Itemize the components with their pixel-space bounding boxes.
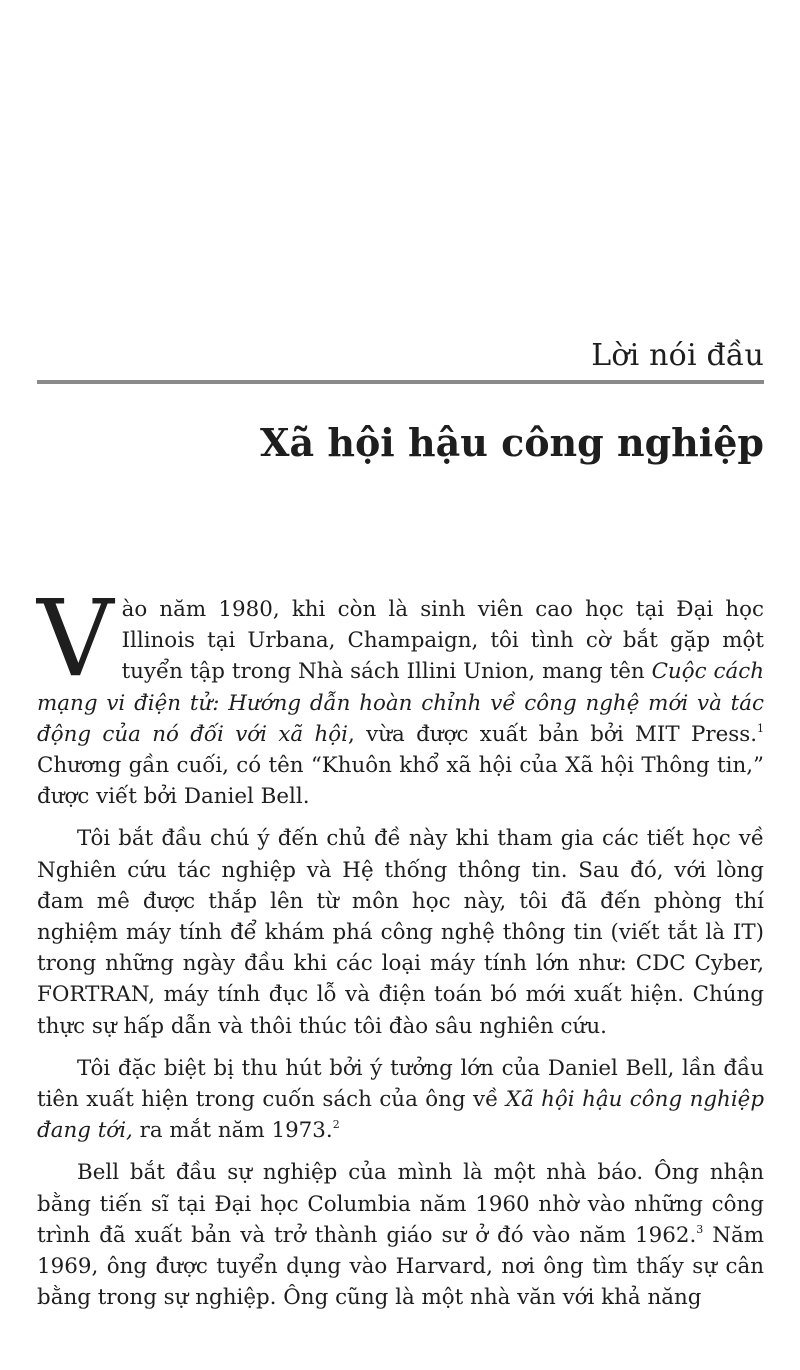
body-text [37,577,765,1324]
drop-cap: V [37,577,114,700]
paragraph-1-text-b: , vừa được xuất bản bởi MIT Press. [348,721,757,747]
header-rule [37,380,764,384]
paragraph-4-text-a: Bell bắt đầu sự nghiệp của mình là một nhà báo. Ông nhận bằng tiến sĩ tại Đại học Columbia năm 1960 nhờ vào những công trình đã xuất bản và trở thành giáo sư ở đó vào năm 1962. [37,1160,764,1248]
paragraph-3-text-a: Tôi đặc biệt bị thu hút bởi ý tưởng lớn của Daniel Bell, lần đầu tiên xuất hiện trong cuốn sách của ông về [37,1055,764,1113]
book-title-italic-2: Xã hội hậu công nghiệp đang tới, [37,1087,765,1144]
paragraph-1 [37,577,764,812]
book-title-italic: Cuộc cách mạng vi điện tử: Hướng dẫn hoàn chỉnh về công nghệ mới và tác động của nó đối với xã hội [37,659,764,747]
paragraph-4 [37,1157,764,1313]
paragraph-3 [37,1053,764,1147]
chapter-title: Xã hội hậu công nghiệp [259,420,764,465]
footnote-ref-2: 2 [332,1118,340,1132]
book-page [37,0,764,1370]
paragraph-3-text-b: ra mắt năm 1973. [132,1118,333,1144]
paragraph-1-text-c: Chương gần cuối, có tên “Khuôn khổ xã hội của Xã hội Thông tin,” được viết bởi Daniel Bell. [37,753,764,810]
section-label: Lời nói đầu [591,338,764,373]
paragraph-2: Tôi bắt đầu chú ý đến chủ đề này khi tham gia các tiết học về Nghiên cứu tác nghiệp và Hệ thống thông tin. Sau đó, với lòng đam mê được thắp lên từ môn học này, tôi đã đến phòng thí nghiệm máy tính để khám phá công nghệ thông tin (viết tắt là IT) trong những ngày đầu khi các loại máy tính lớn như: CDC Cyber, FORTRAN, máy tính đục lỗ và điện toán bó mới xuất hiện. Chúng thực sự hấp dẫn và thôi thúc tôi đào sâu nghiên cứu. [37,826,764,1039]
footnote-ref-3: 3 [696,1222,704,1236]
paragraph-4-text-b: Năm 1969, ông được tuyển dụng vào Harvard, nơi ông tìm thấy sự cân bằng trong sự nghiệp. Ông cũng là một nhà văn với khả năng [37,1222,764,1311]
footnote-ref-1: 1 [757,721,764,735]
paragraph-1-text-a: ào năm 1980, khi còn là sinh viên cao học tại Đại học Illinois tại Urbana, Champaign, tôi tình cờ bắt gặp một tuyển tập trong Nhà sách Illini Union, mang tên [121,597,764,685]
